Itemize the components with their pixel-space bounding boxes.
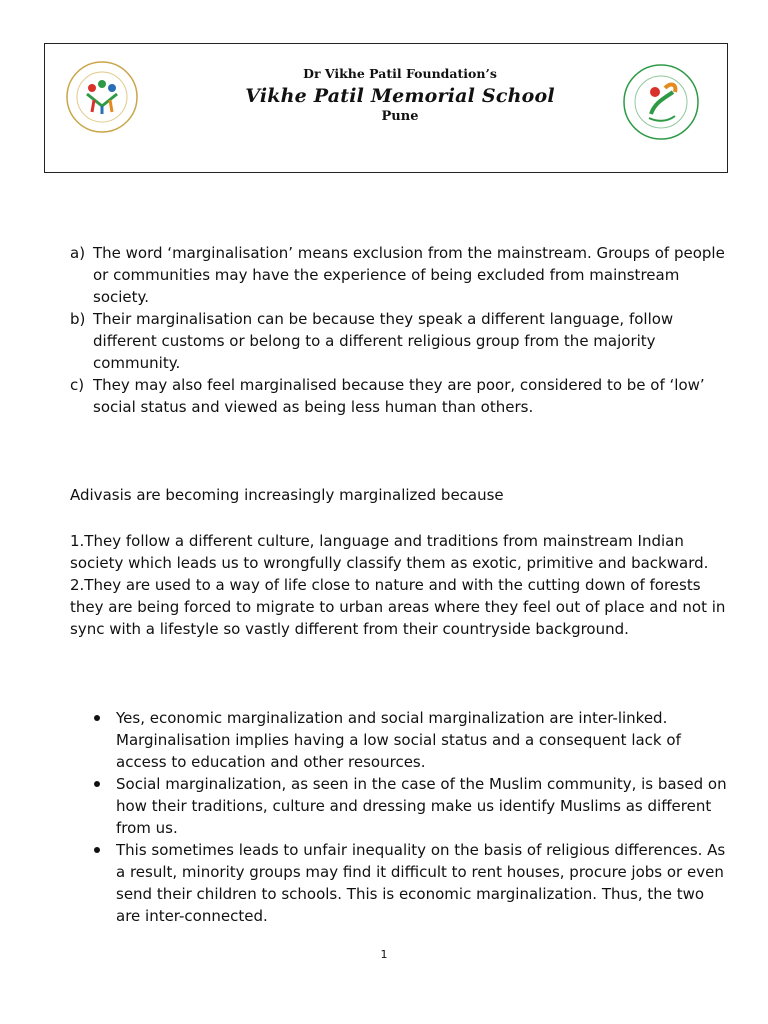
- bullet-text: Social marginalization, as seen in the case of the Muslim community, is based on how their traditions, culture and dressing make us identify Muslims as different from us.: [116, 775, 727, 837]
- adivasi-heading: Adivasis are becoming increasingly marginalized because: [70, 486, 504, 504]
- adivasi-point: 1.They follow a different culture, language and traditions from mainstream Indian society which leads us to wrongfully classify them as exotic, primitive and backward.: [70, 532, 709, 572]
- bullet-icon: [94, 847, 100, 853]
- list-marker: b): [70, 310, 86, 328]
- list-item: [70, 242, 730, 308]
- bullet-text: Yes, economic marginalization and social marginalization are inter-linked. Marginalisation implies having a low social status and a consequent lack of access to education and other resources.: [116, 709, 681, 771]
- list-marker: c): [70, 376, 85, 394]
- foundation-name: Dr Vikhe Patil Foundation’s: [303, 66, 497, 81]
- bullet-item: [92, 707, 732, 773]
- school-city: Pune: [381, 109, 419, 124]
- school-header: [44, 43, 728, 173]
- list-item-text: The word ‘marginalisation’ means exclusion from the mainstream. Groups of people or communities may have the experience of being excluded from mainstream society.: [93, 244, 725, 306]
- marginalisation-definition-list: [70, 242, 730, 418]
- bullet-item: [92, 773, 732, 839]
- foundation-logo-icon: [65, 60, 139, 134]
- marginalization-bullet-list: [92, 707, 732, 927]
- school-header-text: [235, 66, 565, 124]
- list-item: [70, 308, 730, 374]
- school-name: Vikhe Patil Memorial School: [245, 85, 555, 107]
- adivasi-points: [70, 530, 730, 640]
- list-marker: a): [70, 244, 86, 262]
- school-emblem-icon: [621, 62, 701, 142]
- bullet-item: [92, 839, 732, 927]
- list-item-text: They may also feel marginalised because they are poor, considered to be of ‘low’ social status and viewed as being less human than others.: [93, 376, 705, 416]
- bullet-text: This sometimes leads to unfair inequality on the basis of religious differences. As a result, minority groups may find it difficult to rent houses, procure jobs or even send their children to schools. This is economic marginalization. Thus, the two are inter-connected.: [116, 841, 726, 925]
- list-item-text: Their marginalisation can be because they speak a different language, follow different customs or belong to a different religious group from the majority community.: [93, 310, 674, 372]
- list-item: [70, 374, 730, 418]
- adivasi-point: 2.They are used to a way of life close to nature and with the cutting down of forests they are being forced to migrate to urban areas where they feel out of place and not in sync with a lifestyle so vastly different from their countryside background.: [70, 576, 726, 638]
- page-number: 1: [380, 948, 388, 961]
- bullet-icon: [94, 715, 100, 721]
- bullet-icon: [94, 781, 100, 787]
